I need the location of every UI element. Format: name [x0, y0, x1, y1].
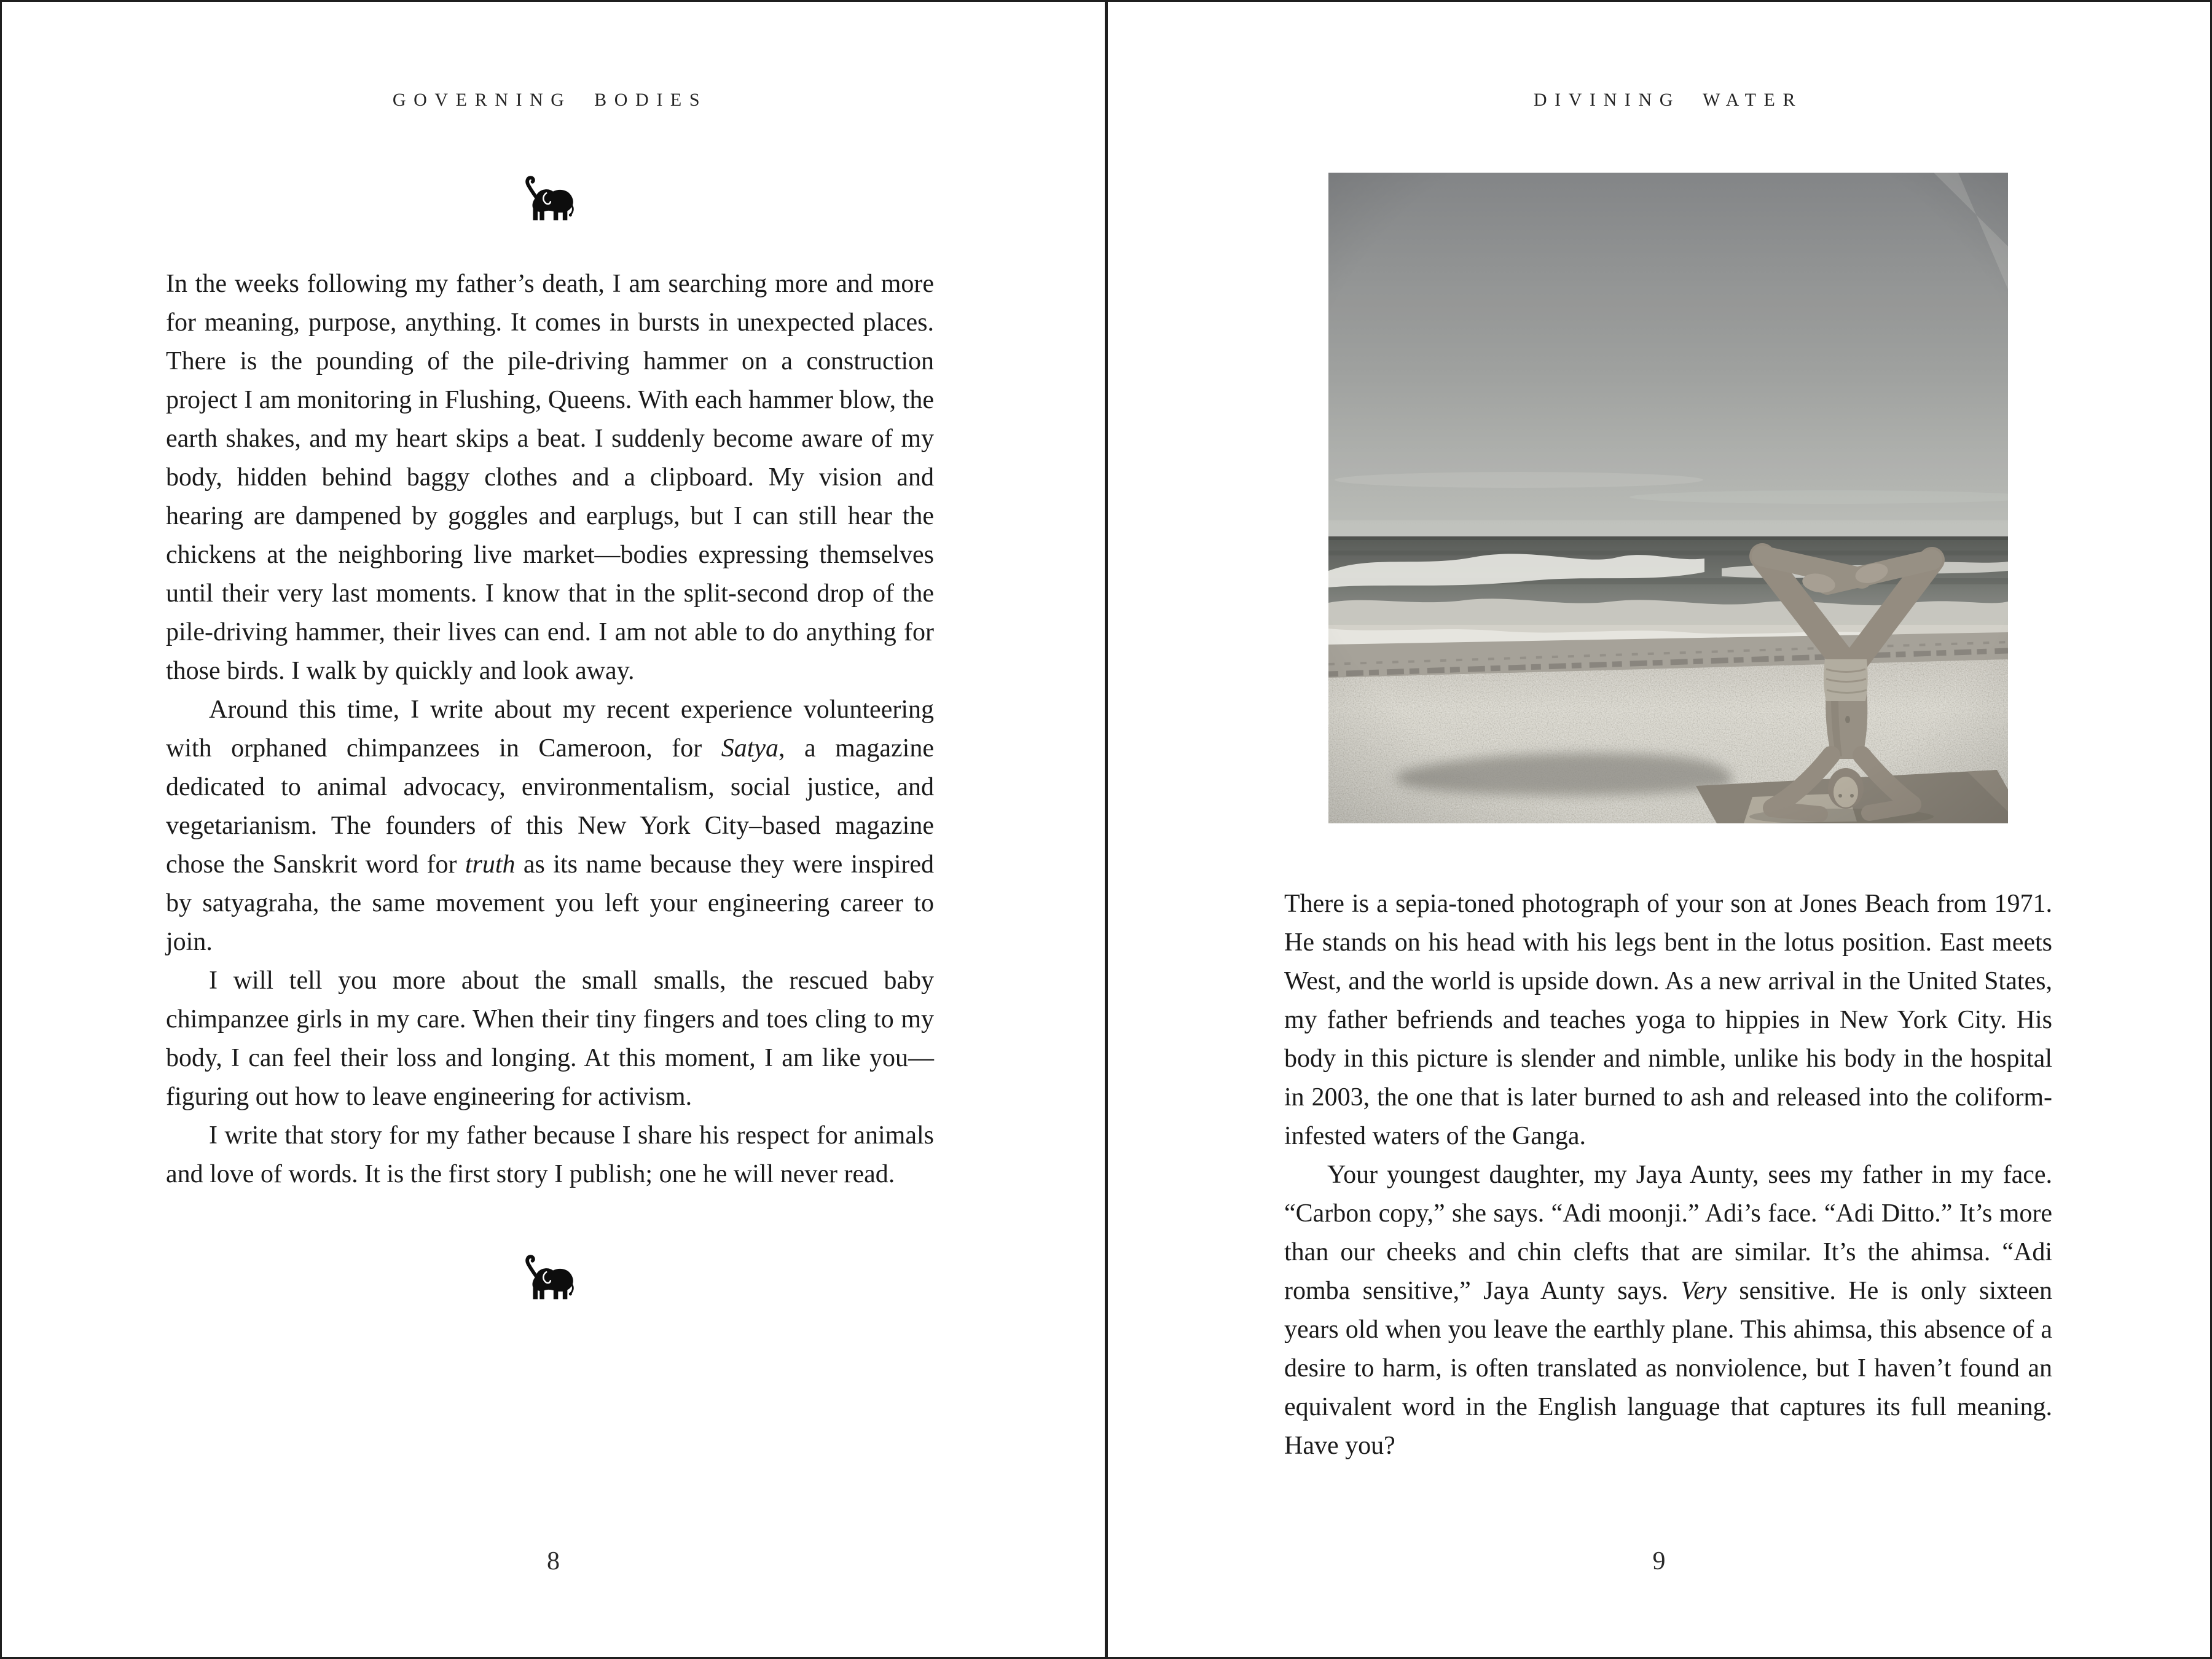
- paragraph: Your youngest daughter, my Jaya Aunty, sees my father in my face. “Carbon copy,” she says. “Adi moonji.” Adi’s face. “Adi Ditto.” It’s more than our cheeks and chin clefts that are similar. It’s the ahimsa. “Adi romba sensitive,” Jaya Aunty says. Very sensitive. He is only sixteen years old when you leave the earthly plane. This ahimsa, this absence of a desire to harm, is often translated as nonviolence, but I haven’t found an equivalent word in the English language that captures its full meaning. Have you?: [1284, 1161, 2052, 1460]
- elephant-ornament-top: [519, 174, 581, 226]
- page-number-left: 8: [547, 1547, 560, 1575]
- page-number-right: 9: [1652, 1547, 1666, 1575]
- running-header-left: GOVERNING BODIES: [392, 90, 708, 110]
- left-page: [2, 2, 1105, 1657]
- running-header-right: DIVINING WATER: [1533, 90, 1803, 110]
- right-page-text: [1284, 885, 2052, 1465]
- paragraph: In the weeks following my father’s death, I am searching more and more for meaning, purpose, anything. It comes in bursts in unexpected places. There is the pounding of the pile-driving hammer on a construction project I am monitoring in Flushing, Queens. With each hammer blow, the earth shakes, and my heart skips a beat. I suddenly become aware of my body, hidden behind baggy clothes and a clipboard. My vision and hearing are dampened by goggles and earplugs, but I can still hear the chickens at the neighboring live market—bodies expressing themselves until their very last moments. I know that in the split-second drop of the pile-driving hammer, their lives can end. I am not able to do anything for those birds. I walk by quickly and look away.: [166, 270, 934, 685]
- paragraph: There is a sepia-toned photograph of your son at Jones Beach from 1971. He stands on his head with his legs bent in the lotus position. East meets West, and the world is upside down. As a new arrival in the United States, my father befriends and teaches yoga to hippies in New York City. His body in this picture is slender and nimble, unlike his body in the hospital in 2003, the one that is later burned to ash and released into the coliform-infested waters of the Ganga.: [1284, 890, 2052, 1150]
- beach-photo-illustration: [1328, 173, 2008, 823]
- paragraph: Around this time, I write about my recent experience volunteering with orphaned chimpanzees in Cameroon, for Satya, a magazine dedicated to animal advocacy, environmentalism, social justice, and vegetarianism. The founders of this New York City–based magazine chose the Sanskrit word for truth as its name because they were inspired by satyagraha, the same movement you left your engineering career to join.: [166, 696, 934, 956]
- elephant-ornament-bottom: [519, 1253, 581, 1304]
- beach-headstand-photo: [1328, 173, 2008, 823]
- left-page-text: [166, 265, 934, 1194]
- paragraph: I write that story for my father because I share his respect for animals and love of words. It is the first story I publish; one he will never read.: [166, 1121, 934, 1188]
- right-page: [1108, 2, 2210, 1657]
- elephant-icon: [519, 174, 581, 226]
- paragraph: I will tell you more about the small smalls, the rescued baby chimpanzee girls in my care. When their tiny fingers and toes cling to my body, I can feel their loss and longing. At this moment, I am like you—figuring out how to leave engineering for activism.: [166, 967, 934, 1111]
- elephant-icon: [519, 1253, 581, 1304]
